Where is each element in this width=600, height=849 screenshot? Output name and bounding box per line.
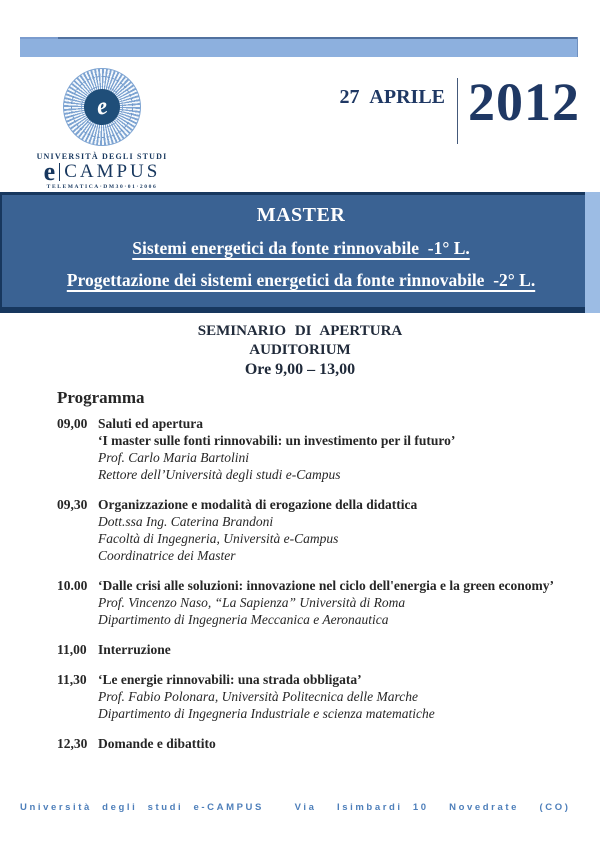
program-entry <box>57 641 557 658</box>
entry-time: 12,30 <box>57 736 88 751</box>
date-day-month: 27 APRILE <box>339 86 445 108</box>
entry-time: 09,30 <box>57 497 88 512</box>
entry-detail: Prof. Fabio Polonara, Università Politecnica delle Marche <box>98 689 418 704</box>
entry-body <box>97 415 557 483</box>
program-entry <box>57 735 557 752</box>
entry-time: 10.00 <box>57 578 88 593</box>
program-entry <box>57 577 557 628</box>
program-entry <box>57 671 557 722</box>
entry-time: 09,00 <box>57 416 88 431</box>
program-list <box>57 415 557 765</box>
logo-e-letter: e <box>43 157 56 186</box>
entry-detail: Coordinatrice dei Master <box>98 548 236 563</box>
seminar-title: SEMINARIO DI APERTURA <box>197 323 403 339</box>
seminar-location: AUDITORIUM <box>249 342 351 358</box>
date-year: 2012 <box>468 72 580 132</box>
entry-title: Organizzazione e modalità di erogazione della didattica <box>98 497 418 512</box>
seal-e-glyph: e <box>81 86 124 129</box>
top-bar-accent-line <box>58 37 577 39</box>
university-logo <box>20 66 180 190</box>
entry-title: ‘Le energie rinnovabili: una strada obbligata’ <box>98 672 362 687</box>
event-date <box>340 74 580 190</box>
entry-title: Interruzione <box>98 642 171 657</box>
university-seal-icon <box>63 68 141 146</box>
banner-course-line-1: Sistemi energetici da fonte rinnovabile -1° L. <box>132 238 470 258</box>
entry-detail: Dott.ssa Ing. Caterina Brandoni <box>98 514 274 529</box>
entry-body <box>97 735 557 752</box>
program-entry <box>57 496 557 564</box>
entry-title: Domande e dibattito <box>98 736 216 751</box>
seminar-info <box>0 322 600 380</box>
entry-subtitle: ‘I master sulle fonti rinnovabili: un investimento per il futuro’ <box>98 433 456 448</box>
entry-time: 11,30 <box>57 672 87 687</box>
logo-campus-text: CAMPUS <box>64 161 161 182</box>
logo-tagline: TELEMATICA·DM30·01·2006 <box>46 184 158 190</box>
entry-detail: Dipartimento di Ingegneria Industriale e scienza matematiche <box>98 706 435 721</box>
seminar-hours: Ore 9,00 – 13,00 <box>244 361 356 378</box>
entry-detail: Prof. Carlo Maria Bartolini <box>98 450 250 465</box>
logo-divider <box>59 163 60 181</box>
entry-body <box>97 577 557 628</box>
program-entry <box>57 415 557 483</box>
entry-detail: Facoltà di Ingegneria, Università e-Campus <box>98 531 339 546</box>
banner-title: MASTER <box>256 204 346 226</box>
header <box>20 66 580 190</box>
logo-wordmark <box>24 157 180 186</box>
entry-body <box>97 641 557 658</box>
entry-body <box>97 671 557 722</box>
entry-title: Saluti ed apertura <box>98 416 204 431</box>
date-divider-line <box>457 78 458 144</box>
master-banner <box>0 192 600 313</box>
footer-address: Università degli studi e-CAMPUS Via Isimbardi 10 Novedrate (CO) <box>20 802 571 813</box>
banner-course-line-2: Progettazione dei sistemi energetici da fonte rinnovabile -2° L. <box>66 270 536 290</box>
entry-detail: Dipartimento di Ingegneria Meccanica e Aeronautica <box>98 612 389 627</box>
entry-detail: Rettore dell’Università degli studi e-Campus <box>98 467 341 482</box>
entry-time: 11,00 <box>57 642 87 657</box>
entry-detail: Prof. Vincenzo Naso, “La Sapienza” Università di Roma <box>98 595 406 610</box>
program-heading: Programma <box>57 388 145 407</box>
logo-institution-text: UNIVERSITÀ DEGLI STUDI <box>36 152 168 161</box>
entry-title: ‘Dalle crisi alle soluzioni: innovazione nel ciclo dell'energia e la green economy’ <box>98 578 555 593</box>
entry-body <box>97 496 557 564</box>
top-decorative-bar <box>20 37 578 57</box>
